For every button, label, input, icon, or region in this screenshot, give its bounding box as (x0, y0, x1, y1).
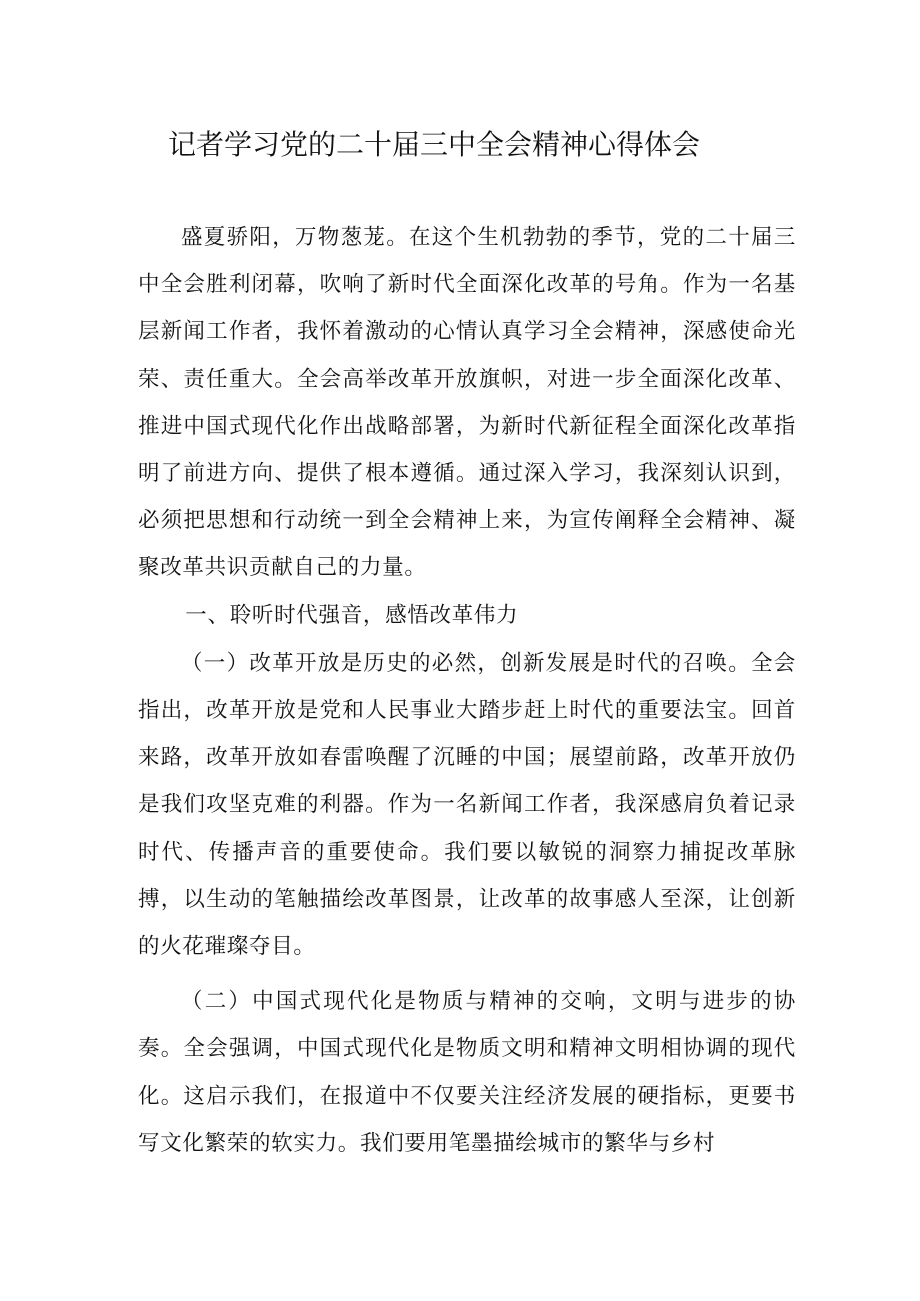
document-body (138, 214, 796, 1167)
intro-paragraph: 盛夏骄阳，万物葱茏。在这个生机勃勃的季节，党的二十届三中全会胜利闭幕，吹响了新时代全面深化改革的号角。作为一名基层新闻工作者，我怀着激动的心情认真学习全会精神，深感使命光荣、责任重大。全会高举改革开放旗帜，对进一步全面深化改革、推进中国式现代化作出战略部署，为新时代新征程全面深化改革指明了前进方向、提供了根本遵循。通过深入学习，我深刻认识到，必须把思想和行动统一到全会精神上来，为宣传阐释全会精神、凝聚改革共识贡献自己的力量。 (138, 225, 796, 581)
document-title: 记者学习党的二十届三中全会精神心得体会 (167, 128, 700, 161)
subsection-paragraph-1: （一）改革开放是历史的必然，创新发展是时代的召唤。全会指出，改革开放是党和人民事业大踏步赶上时代的重要法宝。回首来路，改革开放如春雷唤醒了沉睡的中国；展望前路，改革开放仍是我们攻坚克难的利器。作为一名新闻工作者，我深感肩负着记录时代、传播声音的重要使命。我们要以敏锐的洞察力捕捉改革脉搏，以生动的笔触描绘改革图景，让改革的故事感人至深，让创新的火花璀璨夺目。 (138, 650, 796, 960)
subsection-paragraph-2: （二）中国式现代化是物质与精神的交响，文明与进步的协奏。全会强调，中国式现代化是物质文明和精神文明相协调的现代化。这启示我们，在报道中不仅要关注经济发展的硬指标，更要书写文化繁荣的软实力。我们要用笔墨描绘城市的繁华与乡村 (138, 989, 796, 1156)
section-heading-1: 一、聆听时代强音，感悟改革伟力 (185, 602, 519, 628)
